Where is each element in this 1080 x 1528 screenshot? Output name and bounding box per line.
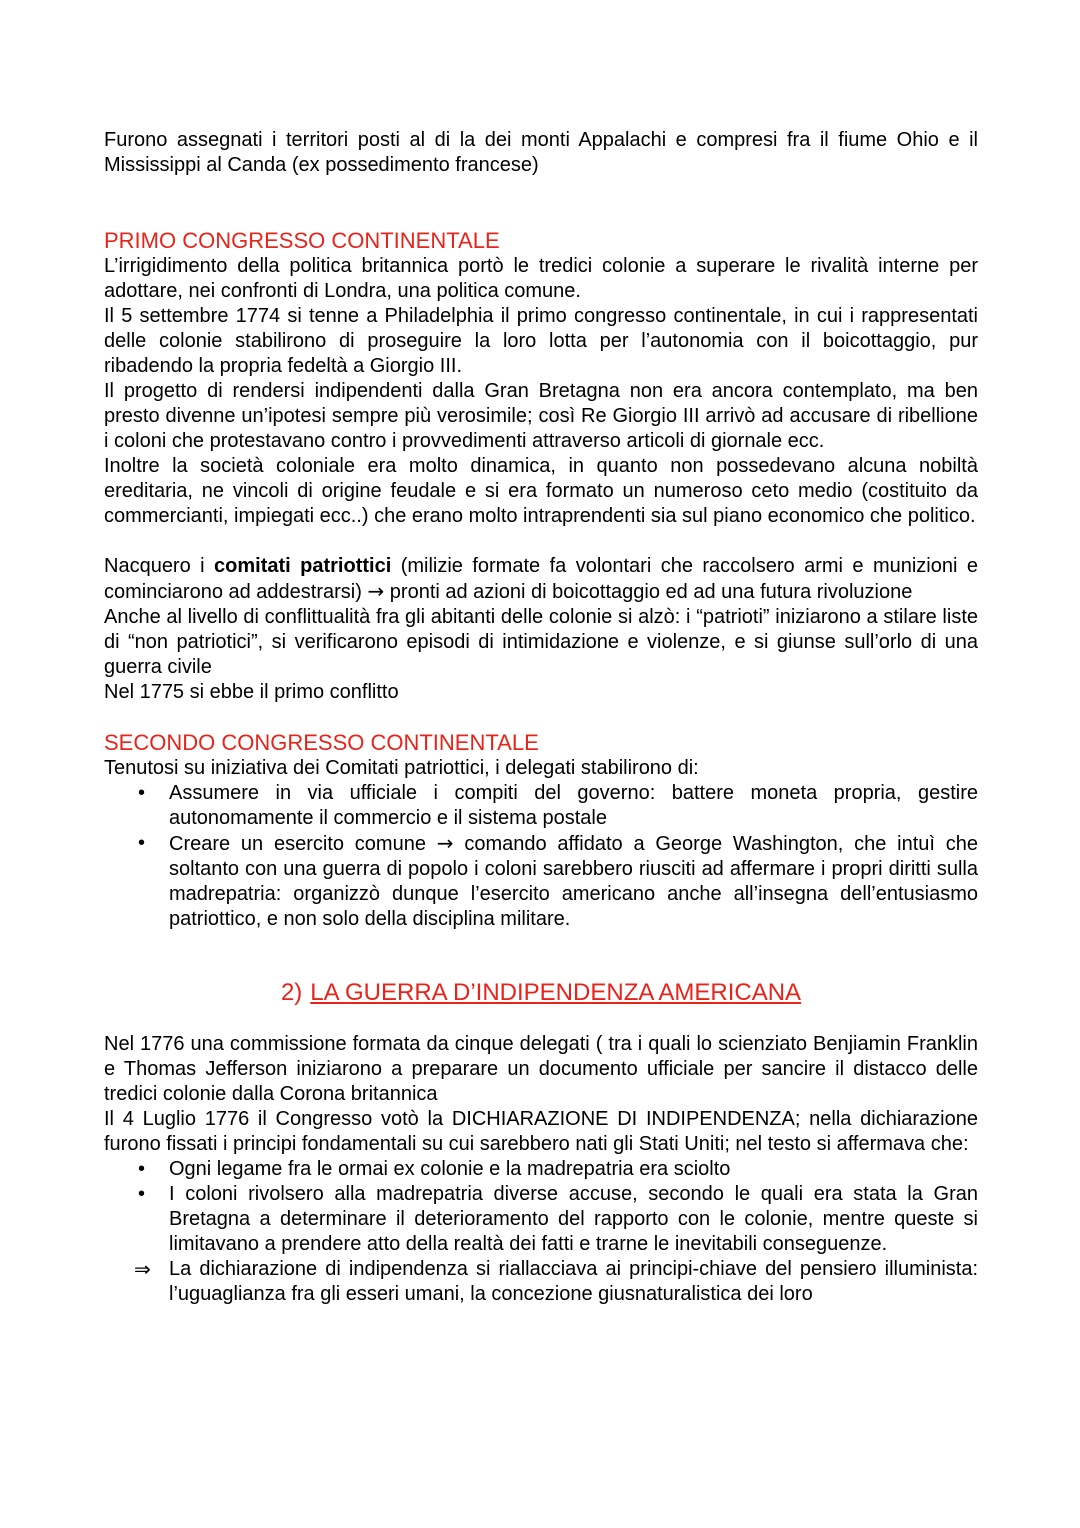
list-item: • Ogni legame fra le ormai ex colonie e la madrepatria era sciolto (138, 1158, 731, 1180)
paragraph-5-settembre: Il 5 settembre 1774 si tenne a Philadelphia il primo congresso continentale, in cui i rappresentati delle colonie stabilirono di proseguire la loro lotta per l’autonomia con il boicottaggio, pur ribadendo la propria fedeltà a Giorgio III. (104, 305, 978, 377)
section-heading-secondo-congresso: SECONDO CONGRESSO CONTINENTALE (104, 730, 539, 755)
paragraph-conflittualita: Anche al livello di conflittualità fra gli abitanti delle colonie si alzò: i “patrioti” iniziarono a stilare liste di “non patriotici”, si verificarono episodi di intimidazione e violenze, e si giunse sull’orlo di una guerra civile (104, 606, 978, 678)
chapter-title: LA GUERRA D’INDIPENDENZA AMERICANA (310, 979, 802, 1006)
bullet-icon: • (138, 832, 146, 854)
bullet-list-secondo-congresso (104, 781, 978, 932)
list-item: ⇒ La dichiarazione di indipendenza si riallacciava ai principi-chiave del pensiero illuminista: l’uguaglianza fra gli esseri umani, la concezione giusnaturalistica dei loro (134, 1257, 978, 1305)
paragraph-comitati-patriottici: Nacquero i comitati patriottici (milizie formate fa volontari che raccolsero armi e munizioni e cominciarono ad addestrarsi) → pronti ad azioni di boicottaggio ed ad una futura rivoluzione (104, 555, 978, 603)
paragraph-tenutosi: Tenutosi su iniziativa dei Comitati patriottici, i delegati stabilirono di: (104, 757, 699, 779)
list-item: • Creare un esercito comune → comando affidato a George Washington, che intuì che soltanto con una guerra di popolo i coloni sarebbero riusciti ad affermare i propri diritti sulla madrepatria: organizzò dunque l’esercito americano anche all’insegna dell’entusiasmo patriottico, e non solo della disciplina militare. (138, 831, 978, 930)
chapter-heading (104, 978, 978, 1008)
paragraph-irrigidimento: L’irrigidimento della politica britannica portò le tredici colonie a superare le rivalità interne per adottare, nei confronti di Londra, una politica comune. (104, 255, 978, 302)
paragraph-primo-conflitto: Nel 1775 si ebbe il primo conflitto (104, 681, 399, 703)
bold-term-comitati: comitati patriottici (214, 555, 392, 577)
list-item: • I coloni rivolsero alla madrepatria diverse accuse, secondo le quali era stata la Gran Bretagna a determinare il deterioramento del rapporto con le colonie, mentre queste si limitavano a prendere atto della realtà dei fatti e trarne le inevitabili conseguenze. (138, 1183, 978, 1255)
bullet-icon: • (138, 1183, 146, 1205)
bullet-icon: • (138, 782, 146, 804)
paragraph-4-luglio: Il 4 Luglio 1776 il Congresso votò la DICHIARAZIONE DI INDIPENDENZA; nella dichiarazione furono fissati i principi fondamentali su cui sarebbero nati gli Stati Uniti; nel testo si affermava che: (104, 1108, 978, 1155)
arrow-right-icon: → (367, 579, 385, 603)
document-page (104, 128, 978, 1307)
bullet-list-dichiarazione (104, 1157, 978, 1307)
paragraph-progetto-indipendenza: Il progetto di rendersi indipendenti dalla Gran Bretagna non era ancora contemplato, ma ben presto divenne un’ipotesi sempre più verosimile; così Re Giorgio III arrivò ad accusare di ribellione i coloni che protestavano contro i provvedimenti attraverso articoli di giornale ecc. (104, 380, 978, 452)
section-heading-primo-congresso: PRIMO CONGRESSO CONTINENTALE (104, 228, 500, 253)
list-item: • Assumere in via ufficiale i compiti del governo: battere moneta propria, gestire autonomamente il commercio e il sistema postale (138, 782, 978, 829)
chapter-number: 2) (280, 979, 303, 1006)
bullet-icon: • (138, 1158, 146, 1180)
paragraph-societa-coloniale: Inoltre la società coloniale era molto dinamica, in quanto non possedevano alcuna nobiltà ereditaria, ne vincoli di origine feudale e si era formato un numeroso ceto medio (costituito da commercianti, impiegati ecc..) che erano molto intraprendenti sia sul piano economico che politico. (104, 455, 978, 527)
double-arrow-right-icon: ⇒ (134, 1257, 151, 1281)
intro-paragraph: Furono assegnati i territori posti al di la dei monti Appalachi e compresi fra il fiume Ohio e il Mississippi al Canda (ex possedimento francese) (104, 129, 978, 176)
paragraph-commissione: Nel 1776 una commissione formata da cinque delegati ( tra i quali lo scienziato Benjiamin Franklin e Thomas Jefferson iniziarono a preparare un documento ufficiale per sancire il distacco delle tredici colonie dalla Corona britannica (104, 1033, 978, 1105)
arrow-right-icon: → (436, 831, 454, 855)
